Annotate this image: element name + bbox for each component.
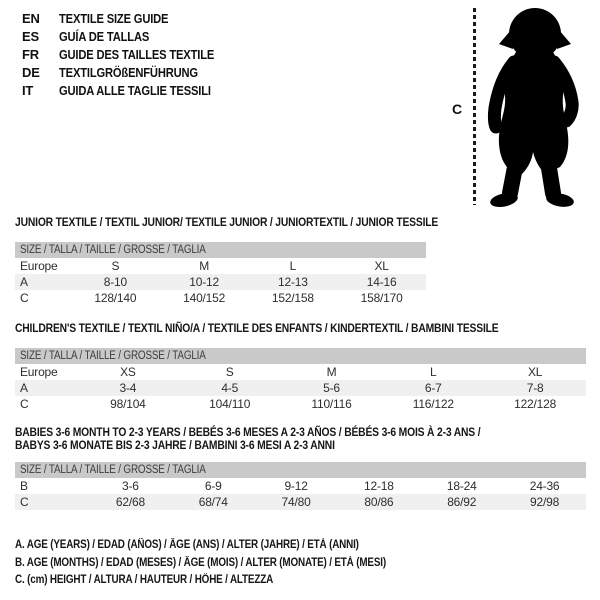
babies-size-table (15, 478, 586, 510)
size-cell: 158/170 (360, 291, 403, 305)
language-code: DE (22, 64, 40, 80)
language-row-fr (22, 45, 239, 63)
row-label: C (20, 291, 29, 305)
table-row (15, 274, 426, 290)
size-cell: L (430, 365, 437, 379)
size-cell: 86/92 (420, 494, 503, 510)
section-title (15, 215, 439, 229)
table-row (15, 494, 586, 510)
table-row (15, 478, 586, 494)
size-cell: 10-12 (160, 274, 249, 290)
size-cell: M (199, 259, 210, 273)
table-row (15, 380, 586, 396)
size-cell: 128/140 (94, 291, 137, 305)
language-row-it (22, 81, 239, 99)
language-row-en (22, 9, 239, 27)
language-code: ES (22, 28, 39, 44)
section-title-text: BABYS 3-6 MONATE BIS 2-3 JAHRE / BAMBINI 3-6 MESI A 2-3 ANNI (15, 438, 335, 452)
size-cell: 104/110 (209, 397, 251, 411)
size-header-text: SIZE / TALLA / TAILLE / GRÖSSE / TAGLIA (20, 244, 206, 256)
size-cell: 3-4 (77, 380, 179, 396)
size-cell: 6-7 (382, 380, 484, 396)
size-cell: 80/86 (337, 494, 420, 510)
language-row-de (22, 63, 239, 81)
size-header-bar (15, 242, 426, 258)
size-cell: 5-6 (281, 380, 383, 396)
size-cell: 8-10 (71, 274, 160, 290)
language-code: EN (22, 10, 40, 26)
language-title: GUIDA ALLE TAGLIE TESSILI (59, 82, 211, 98)
row-label: A (15, 274, 71, 290)
size-header-bar (15, 462, 586, 478)
size-cell: S (225, 365, 234, 379)
size-cell: 92/98 (503, 494, 586, 510)
size-cell: 68/74 (172, 494, 255, 510)
size-cell: 122/128 (514, 397, 557, 411)
row-label: C (20, 397, 29, 411)
size-cell: 98/104 (110, 397, 146, 411)
language-code: IT (22, 82, 34, 98)
section-title-text: CHILDREN'S TEXTILE / TEXTIL NIÑO/A / TEXTILE DES ENFANTS / KINDERTEXTIL / BAMBINI TESSILE (15, 321, 499, 335)
footnote-height-cm (15, 572, 446, 590)
baby-silhouette-icon (480, 4, 596, 209)
section-title (15, 426, 586, 452)
size-cell: XL (374, 259, 389, 273)
size-cell: XL (527, 365, 543, 379)
size-header-text: SIZE / TALLA / TAILLE / GRÖSSE / TAGLIA (20, 350, 206, 362)
row-label: C (15, 494, 89, 510)
size-cell: 140/152 (183, 291, 226, 305)
size-cell: S (111, 259, 120, 273)
language-list (22, 9, 239, 99)
size-cell: 14-16 (337, 274, 426, 290)
footnote-age-years (15, 537, 446, 555)
childrens-textile-section (15, 322, 586, 412)
size-cell: M (326, 365, 337, 379)
junior-size-table (15, 258, 426, 306)
size-cell: 6-9 (204, 479, 222, 493)
language-title: GUÍA DE TALLAS (59, 28, 150, 44)
size-cell: 110/116 (311, 397, 352, 411)
footnote-legend (15, 537, 446, 590)
size-cell: 24-36 (529, 479, 560, 493)
size-cell: 12-13 (249, 274, 338, 290)
language-title: GUIDE DES TAILLES TEXTILE (59, 46, 215, 62)
row-label: Europe (20, 259, 58, 273)
language-title: TEXTILE SIZE GUIDE (59, 10, 169, 26)
size-cell: 9-12 (284, 479, 308, 493)
language-code: FR (22, 46, 39, 62)
table-row (15, 396, 586, 412)
row-label: B (20, 479, 28, 493)
language-row-es (22, 27, 239, 45)
size-cell: 7-8 (484, 380, 586, 396)
babies-textile-section (15, 426, 586, 510)
footnote-text: C. (cm) HEIGHT / ALTURA / HAUTEUR / HÖHE / ALTEZZA (15, 574, 274, 586)
footnote-text: B. AGE (MONTHS) / EDAD (MESES) / ÂGE (MOIS) / ALTER (MONATE) / ETÀ (MESI) (15, 556, 386, 569)
junior-textile-section (15, 215, 439, 306)
size-cell: L (289, 259, 297, 273)
row-label: A (15, 380, 77, 396)
section-title-text: BABIES 3-6 MONTH TO 2-3 YEARS / BEBÉS 3-6 MESES A 2-3 AÑOS / BÉBÉS 3-6 MOIS À 2-3 ANS / (15, 425, 481, 439)
size-header-bar (15, 348, 586, 364)
table-row (15, 258, 426, 274)
size-cell: 152/158 (271, 291, 314, 305)
size-cell: 3-6 (122, 479, 139, 493)
size-cell: 74/80 (255, 494, 338, 510)
footnote-text: A. AGE (YEARS) / EDAD (AÑOS) / ÂGE (ANS) / ALTER (JAHRE) / ETÀ (ANNI) (15, 539, 359, 551)
size-cell: 12-18 (364, 479, 394, 493)
section-title (15, 322, 586, 335)
size-cell: 18-24 (446, 479, 477, 493)
children-size-table (15, 364, 586, 412)
table-row (15, 364, 586, 380)
size-cell: 62/68 (89, 494, 172, 510)
table-row (15, 290, 426, 306)
height-measure-label: C (452, 101, 462, 117)
footnote-age-months (15, 555, 446, 573)
row-label: Europe (20, 365, 58, 379)
size-cell: XS (120, 365, 136, 379)
height-dashed-line (473, 8, 476, 205)
size-header-text: SIZE / TALLA / TAILLE / GRÖSSE / TAGLIA (20, 464, 206, 476)
section-title-text: JUNIOR TEXTILE / TEXTIL JUNIOR/ TEXTILE JUNIOR / JUNIORTEXTIL / JUNIOR TESSILE (15, 215, 439, 229)
size-cell: 116/122 (412, 397, 454, 411)
size-cell: 4-5 (179, 380, 281, 396)
language-title: TEXTILGRÖßENFÜHRUNG (59, 64, 198, 80)
